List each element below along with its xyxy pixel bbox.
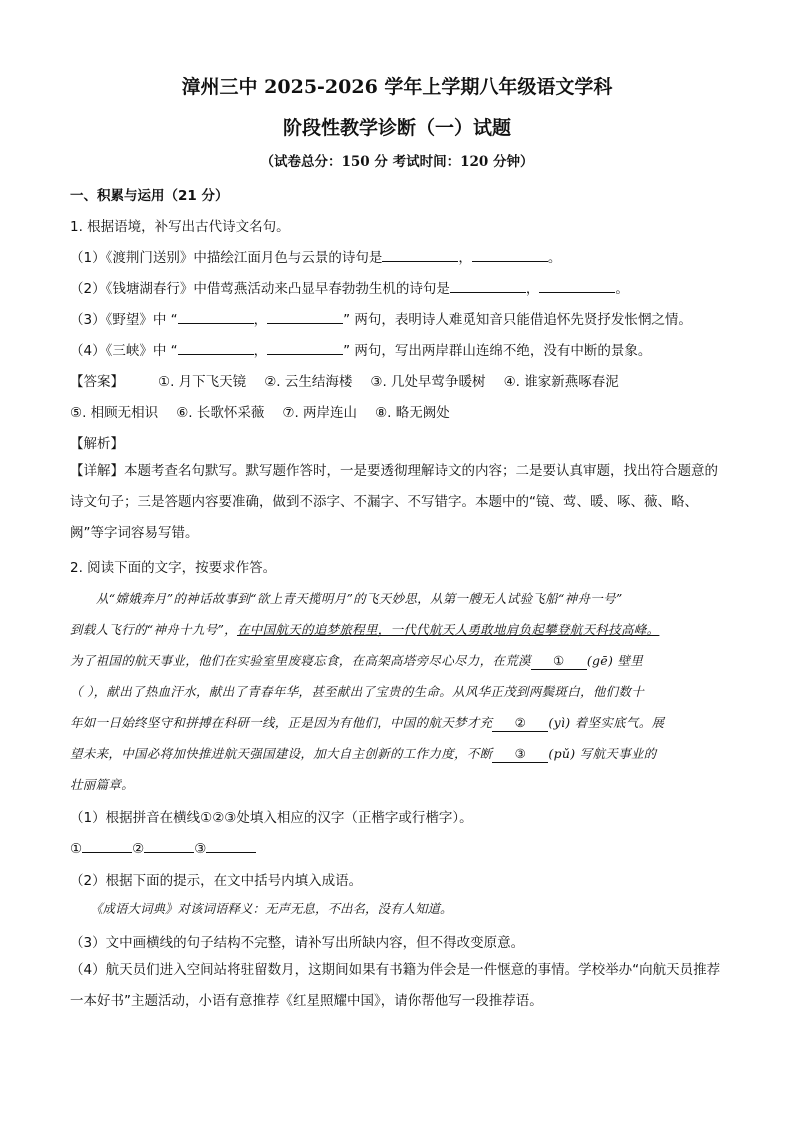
dictionary-note: 《成语大词典》对该词语释义：无声无息，不出名，没有人知道。 <box>90 901 453 916</box>
answer-blank[interactable] <box>178 340 254 355</box>
exam-title: 漳州三中 2025-2026 学年上学期八年级语文学科 <box>181 76 613 98</box>
sub-question-1-blanks <box>70 838 256 857</box>
answer-item: ④. 谁家新燕啄春泥 <box>503 374 619 390</box>
item-text: ” 两句，写出两岸群山连绵不绝，没有中断的景象。 <box>343 343 652 359</box>
sub-question-1: （1）根据拼音在横线①②③处填入相应的汉字（正楷字或行楷字）。 <box>70 810 473 826</box>
answer-blank[interactable] <box>82 838 132 853</box>
passage-line <box>70 676 734 707</box>
passage-text: 从“嫦娥奔月”的神话故事到“欲上青天揽明月”的飞天妙思，从第一艘无人试验飞船“神舟一号” <box>96 591 623 606</box>
question-1-stem: 1. 根据语境，补写出古代诗文名句。 <box>70 219 290 235</box>
passage-text: 到载人飞行的“神舟十九号”， <box>70 622 237 637</box>
item-text: （3）《野望》中 “ <box>70 312 178 328</box>
passage-text: (pǔ) 写航天事业的 <box>548 746 657 761</box>
detail-paragraph <box>70 456 730 549</box>
passage-line <box>70 583 734 614</box>
exam-subtitle: 阶段性教学诊断（一）试题 <box>282 117 511 139</box>
pinyin-blank-2[interactable]: ② <box>492 715 548 732</box>
answer-item: ⑦. 两岸连山 <box>282 405 358 421</box>
blank-label: ① <box>70 841 83 857</box>
item-text: （4）《三峡》中 “ <box>70 343 178 359</box>
answer-item: ③. 几处早莺争暖树 <box>370 374 486 390</box>
pinyin-blank-3[interactable]: ③ <box>492 746 548 763</box>
answer-blank[interactable] <box>267 309 343 324</box>
passage-text: 年如一日始终坚守和拼搏在科研一线，正是因为有他们，中国的航天梦才充 <box>70 715 493 730</box>
reading-passage <box>70 583 734 800</box>
item-text: ， <box>525 281 540 297</box>
answer-blank[interactable] <box>178 309 254 324</box>
item-text: ， <box>253 343 268 359</box>
passage-line <box>70 645 734 676</box>
item-text: ， <box>458 250 472 266</box>
passage-text: 为了祖国的航天事业，他们在实验室里废寝忘食，在高架高塔旁尽心尽力，在荒漠 <box>70 653 531 668</box>
answer-item: ①. 月下飞天镜 <box>158 374 247 390</box>
exam-meta: （试卷总分：150 分 考试时间：120 分钟） <box>260 154 534 170</box>
answer-label: 【答案】 <box>70 374 124 390</box>
blank-label: ② <box>132 841 145 857</box>
question-2-stem: 2. 阅读下面的文字，按要求作答。 <box>70 560 277 576</box>
passage-line <box>70 614 734 645</box>
detail-label: 【详解】 <box>70 463 124 479</box>
answer-blank[interactable] <box>267 340 343 355</box>
sub-question-2: （2）根据下面的提示，在文中括号内填入成语。 <box>70 873 363 889</box>
answer-item: ⑤. 相顾无相识 <box>70 405 159 421</box>
answer-blank[interactable] <box>144 838 194 853</box>
answer-blank[interactable] <box>382 247 458 262</box>
answer-blank[interactable] <box>450 278 526 293</box>
answer-blank[interactable] <box>472 247 548 262</box>
blank-label: ③ <box>194 841 207 857</box>
answer-blank[interactable] <box>539 278 615 293</box>
question-1-item-1 <box>70 246 561 266</box>
passage-text: 望未来，中国必将加快推进航天强国建设，加大自主创新的工作力度，不断 <box>70 746 493 761</box>
question-1-item-4 <box>70 339 651 359</box>
passage-text: (gē) 壁里 <box>586 653 644 668</box>
passage-text: 壮丽篇章。 <box>70 777 135 792</box>
item-text: 。 <box>615 281 629 297</box>
item-text: ” 两句，表明诗人难觅知音只能借追怀先贤抒发怅惘之情。 <box>343 312 692 328</box>
underlined-sentence: 在中国航天的追梦旅程里，一代代航天人勇敢地肩负起攀登航天科技高峰。 <box>236 622 660 637</box>
passage-text: (yì) 着坚实底气。展 <box>548 715 665 730</box>
detail-text: 本题考查名句默写。默写题作答时，一是要透彻理解诗文的内容；二是要认真审题，找出符合题意的诗文句子；三是答题内容要准确，做到不添字、不漏字、不写错字。本题中的“镜、莺、暖、啄、薇、略、阙”等字词容易写错。 <box>70 463 718 541</box>
answer-item: ⑧. 略无阙处 <box>375 405 450 421</box>
answer-item: ⑥. 长歌怀采薇 <box>176 405 265 421</box>
sub-question-4: （4）航天员们进入空间站将驻留数月，这期间如果有书籍为伴会是一件惬意的事情。学校举办“向航天员推荐一本好书”主题活动，小语有意推荐《红星照耀中国》，请你帮他写一段推荐语。 <box>70 962 721 1009</box>
passage-text: （ ），献出了热血汗水，献出了青春年华，甚至献出了宝贵的生命。从风华正茂到两鬓斑白，他们数十 <box>70 684 645 699</box>
sub-question-3: （3）文中画横线的句子结构不完整，请补写出所缺内容，但不得改变原意。 <box>70 935 525 951</box>
item-text: （2）《钱塘湖春行》中借莺燕活动来凸显早春勃勃生机的诗句是 <box>70 281 450 297</box>
passage-line <box>70 738 734 769</box>
answer-row-1 <box>70 370 637 390</box>
answer-item: ②. 云生结海楼 <box>264 374 353 390</box>
section-heading: 一、积累与运用（21 分） <box>70 188 229 204</box>
question-1-item-3 <box>70 308 692 328</box>
pinyin-blank-1[interactable]: ① <box>531 653 587 670</box>
item-text: ， <box>253 312 268 328</box>
passage-line <box>70 707 734 738</box>
item-text: 。 <box>547 250 562 266</box>
question-1-item-2 <box>70 277 629 297</box>
item-text: （1）《渡荆门送别》中描绘江面月色与云景的诗句是 <box>70 250 383 266</box>
analysis-label: 【解析】 <box>70 436 124 452</box>
answer-row-2 <box>70 401 468 421</box>
passage-line <box>70 769 734 800</box>
answer-blank[interactable] <box>206 838 256 853</box>
